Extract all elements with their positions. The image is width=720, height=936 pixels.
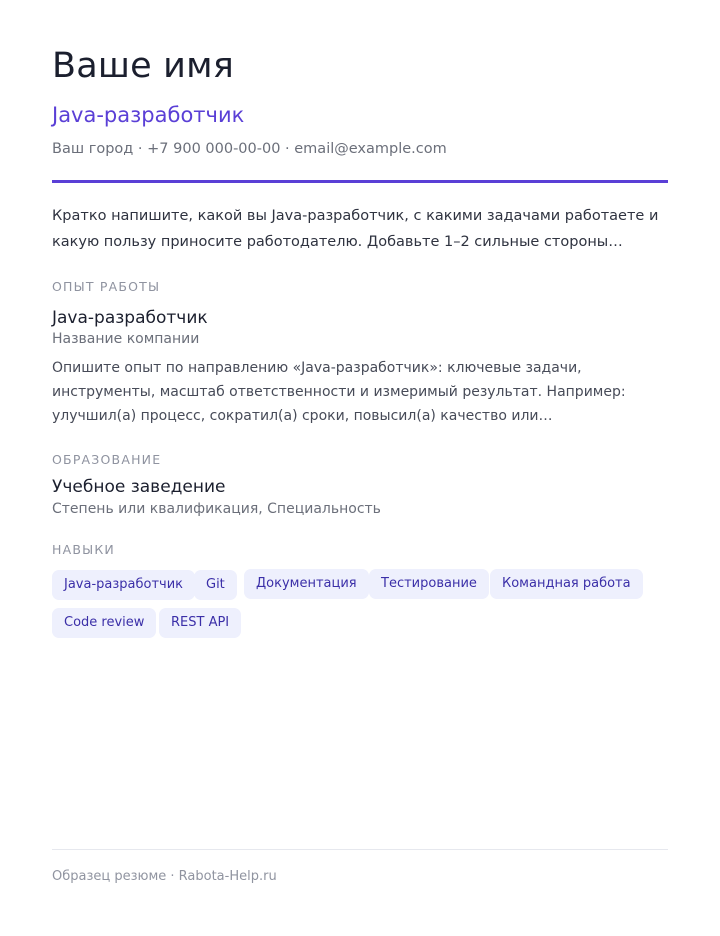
header-divider	[52, 180, 668, 183]
skill-chip: Командная работа	[490, 569, 643, 599]
skill-chip: Git	[194, 570, 237, 600]
skill-chip: Документация	[244, 569, 369, 599]
skill-chip: REST API	[159, 608, 241, 638]
degree-text: Степень или квалификация, Специальность	[52, 501, 381, 517]
skill-chip: Code review	[52, 608, 156, 638]
skill-chip: Тестирование	[369, 569, 489, 599]
experience-section-title: ОПЫТ РАБОТЫ	[52, 279, 161, 294]
resume-page	[52, 0, 668, 936]
skills-section-title: НАВЫКИ	[52, 542, 115, 557]
candidate-role: Java-разработчик	[52, 103, 245, 127]
footer-text: Образец резюме · Rabota-Help.ru	[52, 869, 277, 884]
footer-divider	[52, 849, 668, 850]
summary-text: Кратко напишите, какой вы Java-разработчик, с какими задачами работаете и какую пользу приносите работодателю. Добавьте 1–2 сильные стороны…	[52, 208, 659, 250]
contact-line: Ваш город · +7 900 000-00-00 · email@example.com	[52, 141, 447, 157]
skill-chip: Java-разработчик	[52, 570, 195, 600]
job-description: Опишите опыт по направлению «Java-разработчик»: ключевые задачи, инструменты, масштаб ответственности и измеримый результат. Например: улучшил(а) процесс, сократил(а) сроки, повысил(а) качество или…	[52, 360, 626, 424]
education-section-title: ОБРАЗОВАНИЕ	[52, 452, 162, 467]
candidate-name: Ваше имя	[52, 46, 234, 86]
company-name: Название компании	[52, 331, 200, 347]
institution-name: Учебное заведение	[52, 477, 226, 497]
job-title: Java-разработчик	[52, 308, 208, 328]
